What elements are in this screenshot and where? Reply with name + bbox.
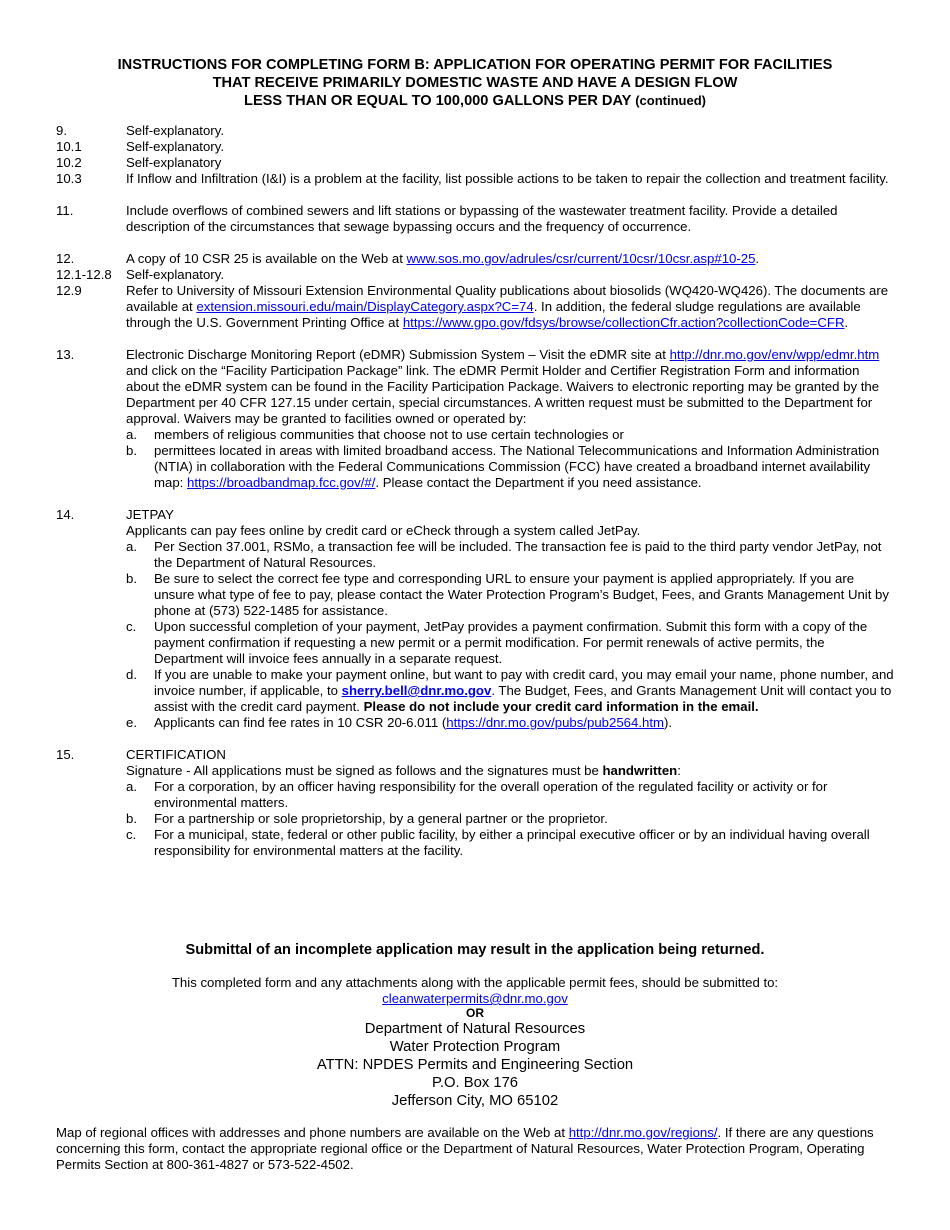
- edmr-link[interactable]: http://dnr.mo.gov/env/wpp/edmr.htm: [669, 347, 880, 362]
- cleanwater-email-link[interactable]: cleanwaterpermits@dnr.mo.gov: [382, 991, 568, 1006]
- item-15-c: c. For a municipal, state, federal or other public facility, by either a principal executive officer or by an individual having overall responsibility for environmental matters at the facility.: [126, 827, 870, 858]
- item-14-d: d. If you are unable to make your payment online, but want to pay with credit card, you may email your name, phone number, and invoice number, if applicable, to sherry.bell@dnr.mo.gov. The Budget, Fees, and Grants Management Unit will contact you to assist with the credit card payment. Please do not include your credit card information in the email.: [126, 667, 894, 714]
- footer-note: Map of regional offices with addresses and phone numbers are available on the Web at http://dnr.mo.gov/regions/. If there are any questions concerning this form, contact the appropriate regional office or the Department of Natural Resources, Water Protection Program, Operating Permits Section at 800-361-4827 or 573-522-4502.: [56, 1125, 874, 1172]
- submission-block: [0, 975, 950, 1110]
- or-label: OR: [466, 1006, 484, 1020]
- item-14-c: c. Upon successful completion of your payment, JetPay provides a payment confirmation. Submit this form with a copy of the payment confirmation if requesting a new permit or a permit modification. For permit renewals of active permits, the Department will invoice fees annually in a separate request.: [126, 619, 868, 666]
- item-14-e: e. Applicants can find fee rates in 10 CSR 20-6.011 (https://dnr.mo.gov/pubs/pub2564.htm).: [126, 715, 673, 730]
- item-12-9: 12.9 Refer to University of Missouri Extension Environmental Quality publications about biosolids (WQ420-WQ426). The documents are available at extension.missouri.edu/main/DisplayCategory.aspx?C=74. In addition, the federal sludge regulations are available through the U.S. Government Printing Office at https://www.gpo.gov/fdsys/browse/collectionCfr.action?collectionCode=CFR.: [56, 283, 889, 330]
- page-title: [40, 56, 910, 110]
- item-15: 15. CERTIFICATION Signature - All applications must be signed as follows and the signatures must be handwritten: a. For a corporation, by an officer having responsibility for the overall operation of the regulated facility or activity or for environmental matters. b. For a partnership or sole proprietorship, by a general partner or the proprietor. c. For a municipal, state, federal or other public facility, by either a principal executive officer or by an individual having overall responsibility for environmental matters at the facility.: [56, 747, 896, 859]
- item-9: 9. Self-explanatory.: [56, 123, 224, 138]
- item-15-b: b. For a partnership or sole proprietorship, by a general partner or the proprietor.: [126, 811, 608, 826]
- item-11: 11. Include overflows of combined sewers and lift stations or bypassing of the wastewater treatment facility. Provide a detailed description of the circumstances that sewage bypassing occurs and the frequency of occurrence.: [56, 203, 838, 234]
- sherry-bell-email-link[interactable]: sherry.bell@dnr.mo.gov: [341, 683, 492, 698]
- submission-intro: This completed form and any attachments along with the applicable permit fees, should be submitted to:: [171, 975, 779, 990]
- title-line-1: INSTRUCTIONS FOR COMPLETING FORM B: APPLICATION FOR OPERATING PERMIT FOR FACILITIES: [117, 57, 833, 73]
- item-12: 12. A copy of 10 CSR 25 is available on the Web at www.sos.mo.gov/adrules/csr/current/10csr/10csr.asp#10-25.: [56, 251, 760, 266]
- extension-link[interactable]: extension.missouri.edu/main/DisplayCategory.aspx?C=74: [196, 299, 534, 314]
- jetpay-heading: JETPAY: [126, 507, 174, 522]
- item-12-1-12-8: 12.1-12.8 Self-explanatory.: [56, 267, 224, 282]
- certification-heading: CERTIFICATION: [126, 747, 226, 762]
- item-10-3: 10.3 If Inflow and Infiltration (I&I) is a problem at the facility, list possible actions to be taken to repair the collection and treatment facility.: [56, 171, 889, 186]
- item-13-b: b. permittees located in areas with limited broadband access. The National Telecommunications and Information Administration (NTIA) in collaboration with the Federal Communications Commission (FCC) have created a broadband internet availability map: https://broadbandmap.fcc.gov/#/. Please contact the Department if you need assistance.: [126, 443, 880, 490]
- csr-link[interactable]: www.sos.mo.gov/adrules/csr/current/10csr/10csr.asp#10-25: [406, 251, 756, 266]
- mailing-address: Department of Natural Resources Water Protection Program ATTN: NPDES Permits and Engineering Section P.O. Box 176 Jefferson City, MO 65102: [316, 1021, 634, 1109]
- title-line-3: LESS THAN OR EQUAL TO 100,000 GALLONS PER DAY (continued): [244, 93, 706, 109]
- item-14-b: b. Be sure to select the correct fee type and corresponding URL to ensure your payment is applied appropriately. If you are unsure what type of fee to pay, please contact the Water Protection Program’s Budget, Fees, and Grants Management Unit by phone at (573) 522-1485 for assistance.: [126, 571, 889, 618]
- incomplete-application-notice: Submittal of an incomplete application may result in the application being returned.: [185, 942, 765, 958]
- item-13-a: a. members of religious communities that choose not to use certain technologies or: [126, 427, 624, 442]
- item-14-a: a. Per Section 37.001, RSMo, a transaction fee will be included. The transaction fee is paid to the third party vendor JetPay, not the Department of Natural Resources.: [126, 539, 882, 570]
- item-13: 13. Electronic Discharge Monitoring Report (eDMR) Submission System – Visit the eDMR site at http://dnr.mo.gov/env/wpp/edmr.htm and click on the “Facility Participation Package” link. The eDMR Permit Holder and Certifier Registration Form and information about the eDMR system can be found in the Facility Participation Package. Waivers to electronic reporting may be granted by the Department per 40 CFR 127.15 under certain, special circumstances. A written request must be submitted to the Department for approval. Waivers may be granted to facilities owned or operated by: a. members of religious communities that choose not to use certain technologies or b. permittees located in areas with limited broadband access. The National Telecommunications and Information Administration (NTIA) in collaboration with the Federal Communications Commission (FCC) have created a broadband internet availability map: https://broadbandmap.fcc.gov/#/. Please contact the Department if you need assistance.: [56, 347, 896, 491]
- broadband-map-link[interactable]: https://broadbandmap.fcc.gov/#/: [186, 475, 376, 490]
- title-line-2: THAT RECEIVE PRIMARILY DOMESTIC WASTE AND HAVE A DESIGN FLOW: [212, 75, 738, 91]
- item-14: 14. JETPAY Applicants can pay fees online by credit card or eCheck through a system called JetPay. a. Per Section 37.001, RSMo, a transaction fee will be included. The transaction fee is paid to the third party vendor JetPay, not the Department of Natural Resources. b. Be sure to select the correct fee type and corresponding URL to ensure your payment is applied appropriately. If you are unsure what type of fee to pay, please contact the Water Protection Program’s Budget, Fees, and Grants Management Unit by phone at (573) 522-1485 for assistance. c. Upon successful completion of your payment, JetPay provides a payment confirmation. Submit this form with a copy of the payment confirmation if requesting a new permit or a permit modification. For permit renewals of active permits, the Department will invoice fees annually in a separate request. d. If you are unable to make your payment online, but want to pay with credit card, you may email your name, phone number, and invoice number, if applicable, to sherry.bell@dnr.mo.gov. The Budget, Fees, and Grants Management Unit will contact you to assist with the credit card payment. Please do not include your credit card information in the email. e. Applicants can find fee rates in 10 CSR 20-6.011 (https://dnr.mo.gov/pubs/pub2564.htm).: [56, 507, 896, 731]
- item-10-2: 10.2 Self-explanatory: [56, 155, 222, 170]
- regions-link[interactable]: http://dnr.mo.gov/regions/: [568, 1125, 718, 1140]
- continued-label: (continued): [635, 93, 706, 108]
- item-15-a: a. For a corporation, by an officer having responsibility for the overall operation of the regulated facility or activity or for environmental matters.: [126, 779, 828, 810]
- item-10-1: 10.1 Self-explanatory.: [56, 139, 224, 154]
- fee-rates-link[interactable]: https://dnr.mo.gov/pubs/pub2564.htm: [446, 715, 664, 730]
- gpo-link[interactable]: https://www.gpo.gov/fdsys/browse/collectionCfr.action?collectionCode=CFR: [402, 315, 845, 330]
- instructions-body: [56, 123, 896, 859]
